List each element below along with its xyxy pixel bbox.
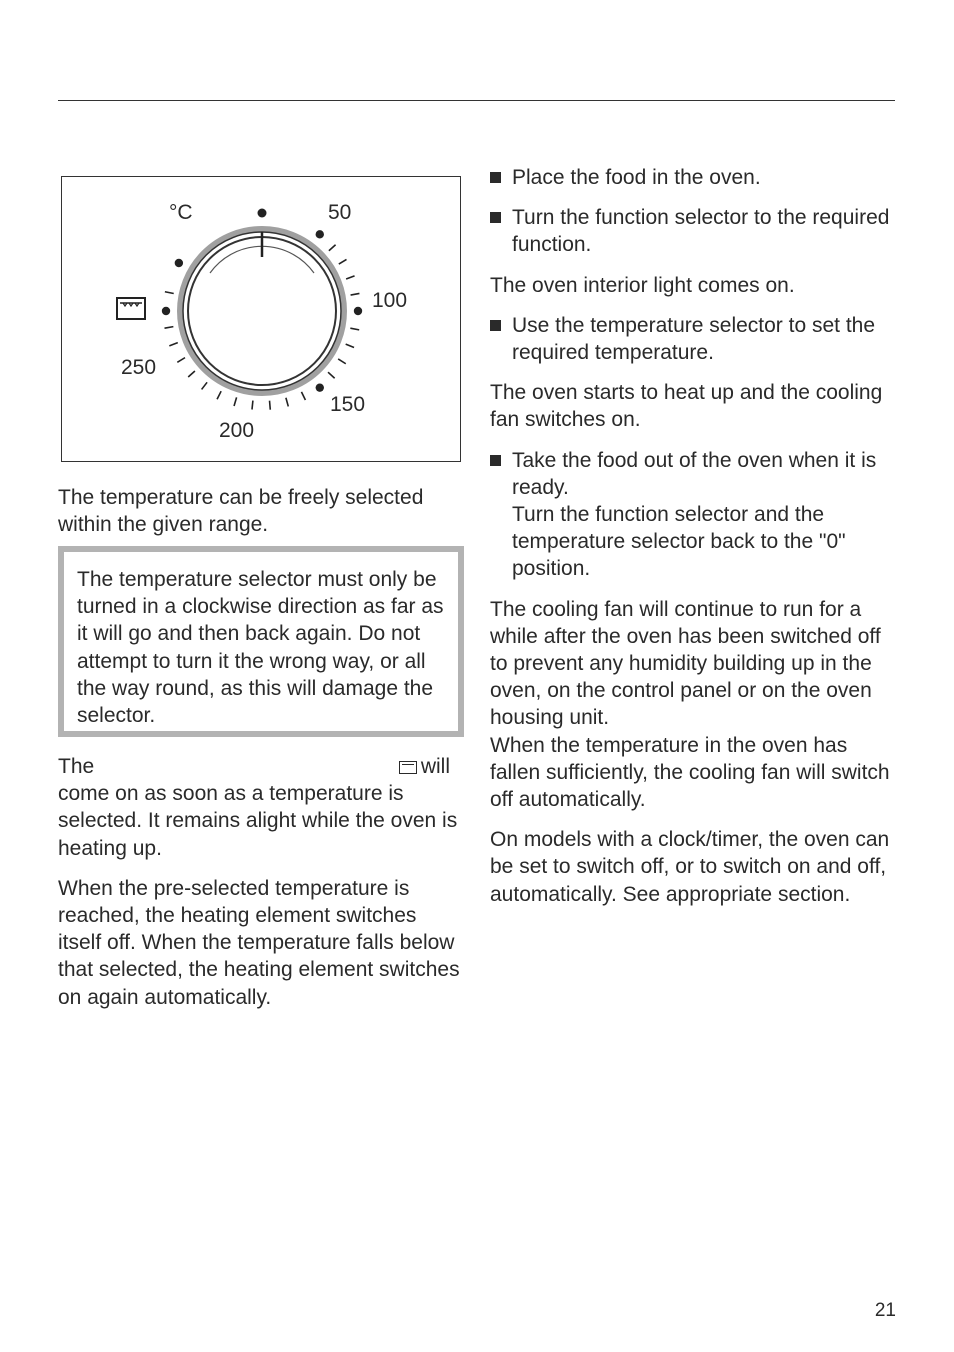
dial-label-100: 100 [372, 289, 408, 312]
bullet-text: Place the food in the oven. [512, 166, 761, 189]
dial-tick [188, 371, 195, 377]
bullet-place-food [490, 164, 898, 191]
dial-dot [162, 307, 170, 315]
dial-tick [217, 391, 221, 399]
temperature-dial-svg [62, 177, 462, 463]
cooling-fan-text-continued: When the temperature in the oven has fallen sufficiently, the cooling fan will switch off automatically. [490, 733, 890, 812]
dial-dot-off [258, 209, 267, 218]
dial-tick [252, 401, 253, 410]
warning-box [58, 546, 464, 737]
warning-text: The temperature selector must only be turned in a clockwise direction as far as it will go and then back again. Do not attempt to turn it the wrong way, or all the way round, as this will damage the selector. [77, 568, 444, 728]
bullet-text: Turn the function selector to the required function. [512, 206, 890, 257]
left-column-body [58, 753, 464, 1024]
left-column-intro [58, 484, 464, 551]
bullet-square-icon [490, 455, 501, 466]
dial-tick [301, 392, 305, 400]
unit-label: °C [169, 201, 193, 224]
dial-tick [286, 398, 288, 407]
page-number: 21 [874, 1300, 896, 1321]
bullet-function-selector [490, 204, 898, 258]
dial-tick [339, 259, 347, 264]
light-paragraph: The oven interior light comes on. [490, 273, 795, 297]
temperature-knob[interactable] [188, 237, 336, 385]
dial-dot [316, 230, 324, 238]
bullet-text: Use the temperature selector to set the required temperature. [512, 313, 876, 365]
dial-label-200: 200 [219, 419, 255, 442]
oven-heating-element-icon [117, 298, 145, 319]
bullet-take-food-out [490, 447, 898, 583]
dial-tick [346, 344, 354, 347]
temperature-dial-figure [61, 176, 461, 462]
dial-tick [338, 359, 346, 364]
dial-tick [329, 245, 336, 251]
cooling-fan-text: The cooling fan will continue to run for a while after the oven has been switched off to prevent any humidity building up in the oven, on the control panel or on the oven housing unit. [490, 597, 881, 730]
dial-tick [350, 328, 359, 330]
dial-tick [165, 292, 174, 294]
thermostat-paragraph: When the pre-selected temperature is reached, the heating element switches itself off. When the temperature falls below that selected, the heating element switches on again automatically. [58, 876, 460, 1009]
oven-indicator-icon [399, 761, 417, 774]
dial-label-150: 150 [330, 393, 366, 416]
dial-dot [316, 383, 324, 391]
indicator-text-rest: come on as soon as a temperature is selected. It remains alight while the oven is heating up. [58, 782, 458, 860]
indicator-text-start: The [58, 755, 95, 778]
range-paragraph: The temperature can be freely selected within the given range. [58, 486, 424, 537]
bullet-temperature-selector [490, 312, 898, 366]
dial-tick [169, 343, 177, 346]
dial-tick [234, 397, 237, 406]
bullet-square-icon [490, 172, 501, 183]
dial-tick [165, 327, 174, 329]
dial-dot [354, 307, 362, 315]
bullet-text-continued: Turn the function selector and the temperature selector back to the "0" position. [512, 503, 846, 581]
bullet-square-icon [490, 320, 501, 331]
header-rule [58, 100, 895, 101]
cooling-fan-paragraph [490, 596, 898, 814]
indicator-text-after-icon: will [420, 755, 450, 778]
clock-timer-paragraph: On models with a clock/timer, the oven can be set to switch off, or to switch on and off, automatically. See appropriate section. [490, 828, 890, 906]
dial-tick [202, 382, 207, 389]
indicator-paragraph [58, 753, 464, 862]
dial-tick [328, 372, 335, 378]
heat-up-paragraph: The oven starts to heat up and the cooling fan switches on. [490, 381, 883, 432]
bullet-square-icon [490, 212, 501, 223]
dial-label-50: 50 [328, 201, 352, 224]
dial-tick [346, 276, 354, 279]
dial-dot [175, 259, 183, 267]
right-column [490, 164, 898, 921]
bullet-text: Take the food out of the oven when it is ready. [512, 448, 877, 499]
dial-tick [270, 401, 271, 410]
dial-tick [351, 293, 360, 295]
dial-label-250: 250 [121, 356, 157, 379]
dial-tick [177, 358, 185, 363]
